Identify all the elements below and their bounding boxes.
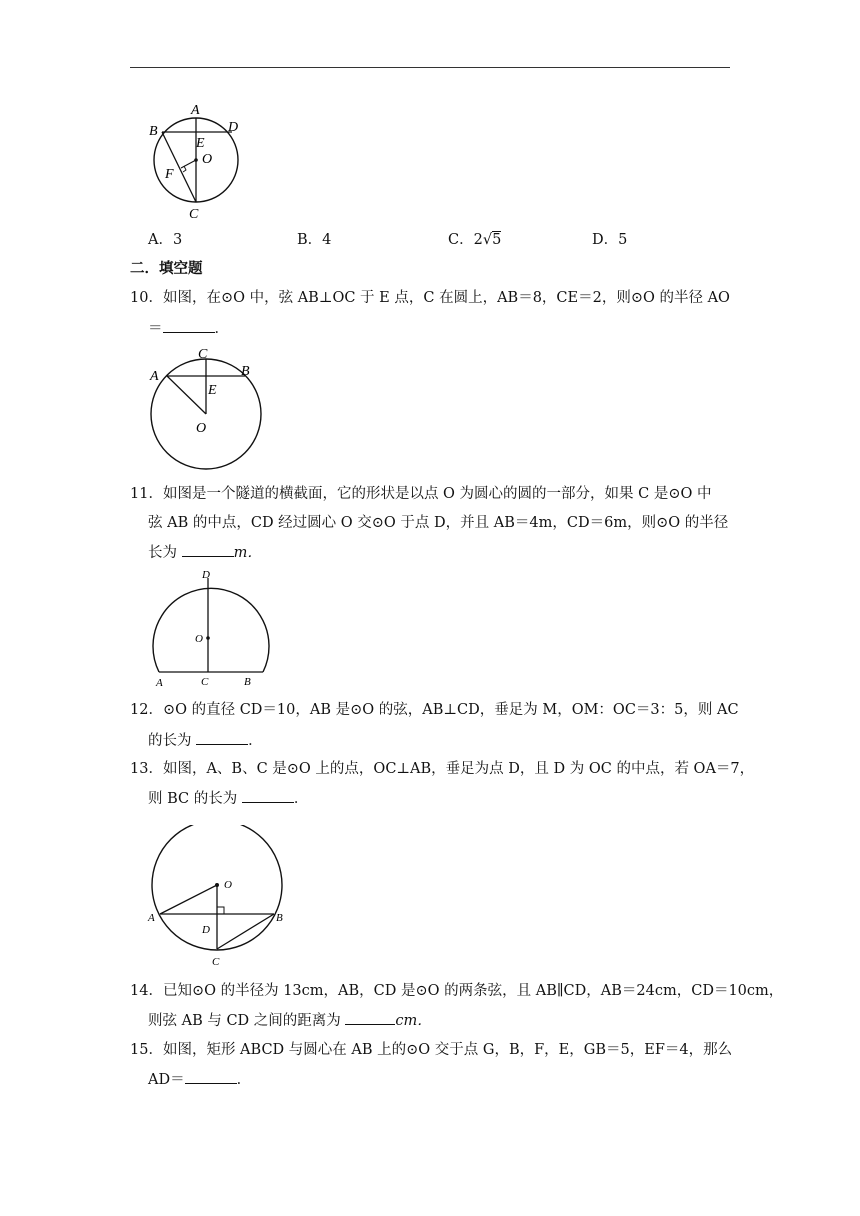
label-a: A [150, 369, 159, 384]
label-f: F [165, 167, 174, 182]
right-angle-mark-d [217, 907, 224, 914]
tunnel-arc [153, 588, 269, 672]
label-e: E [208, 383, 217, 398]
label-b: B [241, 364, 250, 379]
q14-line2 [148, 1010, 432, 1031]
q15-line2 [148, 1069, 251, 1090]
center-dot [215, 883, 219, 887]
figure-q11 [148, 565, 273, 690]
q11-line2: 弦 AB 的中点，CD 经过圆心 O 交⊙O 于点 D，并且 AB＝4m，CD＝6m，则⊙O 的半径 [148, 515, 729, 531]
answer-blank [163, 318, 215, 333]
q14-line2-suffix: cm． [395, 1013, 432, 1029]
q12-line2 [148, 730, 263, 751]
label-c: C [189, 207, 199, 222]
center-dot [206, 636, 210, 640]
label-d: D [228, 120, 239, 135]
label-b: B [244, 676, 251, 688]
q15-line2-prefix: AD＝ [148, 1072, 185, 1088]
q10-line1: 10．如图，在⊙O 中，弦 AB⊥OC 于 E 点，C 在圆上，AB＝8，CE＝2，则⊙O 的半径 AO [130, 290, 730, 306]
q12-line2-prefix: 的长为 [148, 733, 192, 749]
label-o: O [196, 421, 207, 436]
q14-line1: 14．已知⊙O 的半径为 13cm，AB，CD 是⊙O 的两条弦，且 AB∥CD，AB＝24cm，CD＝10cm， [130, 983, 784, 999]
q10-line2 [148, 318, 229, 339]
q12-line2-suffix: ． [248, 733, 263, 749]
label-o: O [195, 633, 203, 645]
label-d: D [202, 924, 210, 936]
label-a: A [156, 677, 163, 689]
section-title: 二．填空题 [130, 260, 203, 277]
label-e: E [196, 136, 205, 151]
q10-line2-suffix: ． [214, 321, 229, 337]
segment-of [181, 160, 196, 168]
option-a: A．3 [148, 232, 183, 248]
option-c [448, 230, 501, 250]
label-a: A [191, 103, 200, 118]
q13-line2-suffix: ． [293, 791, 309, 807]
center-dot [194, 158, 198, 162]
q15-line2-suffix: ． [236, 1072, 252, 1088]
option-c-prefix: C．2 [448, 232, 483, 248]
option-d: D．5 [592, 232, 628, 248]
label-o: O [202, 152, 213, 167]
label-c: C [198, 347, 208, 362]
figure-q13 [140, 825, 300, 973]
q15-line1: 15．如图，矩形 ABCD 与圆心在 AB 上的⊙O 交于点 G，B，F，E，GB＝5，EF＝4，那么 [130, 1042, 733, 1058]
label-a: A [148, 912, 155, 924]
q11-line3-prefix: 长为 [148, 545, 177, 561]
answer-blank [185, 1069, 237, 1084]
segment-oa [160, 885, 217, 914]
q10-line2-prefix: ＝ [148, 321, 163, 337]
segment-ao [167, 376, 206, 414]
q11-line3 [148, 542, 262, 563]
label-d: D [202, 569, 210, 581]
label-b: B [149, 124, 158, 139]
figure-q9 [140, 100, 250, 225]
q13-line1: 13．如图，A、B、C 是⊙O 上的点，OC⊥AB，垂足为点 D，且 D 为 OC 的中点，若 OA＝7， [130, 761, 755, 777]
header-rule [130, 67, 730, 68]
label-c: C [212, 956, 220, 968]
label-c: C [201, 676, 209, 688]
q13-line2-prefix: 则 BC 的长为 [148, 791, 238, 807]
q13-line2 [148, 788, 308, 809]
answer-blank [196, 730, 248, 745]
q11-line1: 11．如图是一个隧道的横截面，它的形状是以点 O 为圆心的圆的一部分，如果 C 是⊙O 中 [130, 486, 712, 502]
option-c-radicand: 5 [492, 232, 502, 248]
sqrt-icon: √ [482, 232, 493, 248]
label-o: O [224, 879, 232, 891]
q11-line3-suffix: m． [233, 545, 262, 561]
figure-q10 [140, 342, 270, 474]
answer-blank [242, 788, 294, 803]
q12-line1: 12．⊙O 的直径 CD＝10，AB 是⊙O 的弦，AB⊥CD，垂足为 M，OM：OC＝3：5，则 AC [130, 702, 739, 718]
q14-line2-prefix: 则弦 AB 与 CD 之间的距离为 [148, 1013, 341, 1029]
option-b: B．4 [297, 232, 332, 248]
answer-blank [182, 542, 234, 557]
answer-blank [345, 1010, 395, 1025]
label-b: B [276, 912, 283, 924]
